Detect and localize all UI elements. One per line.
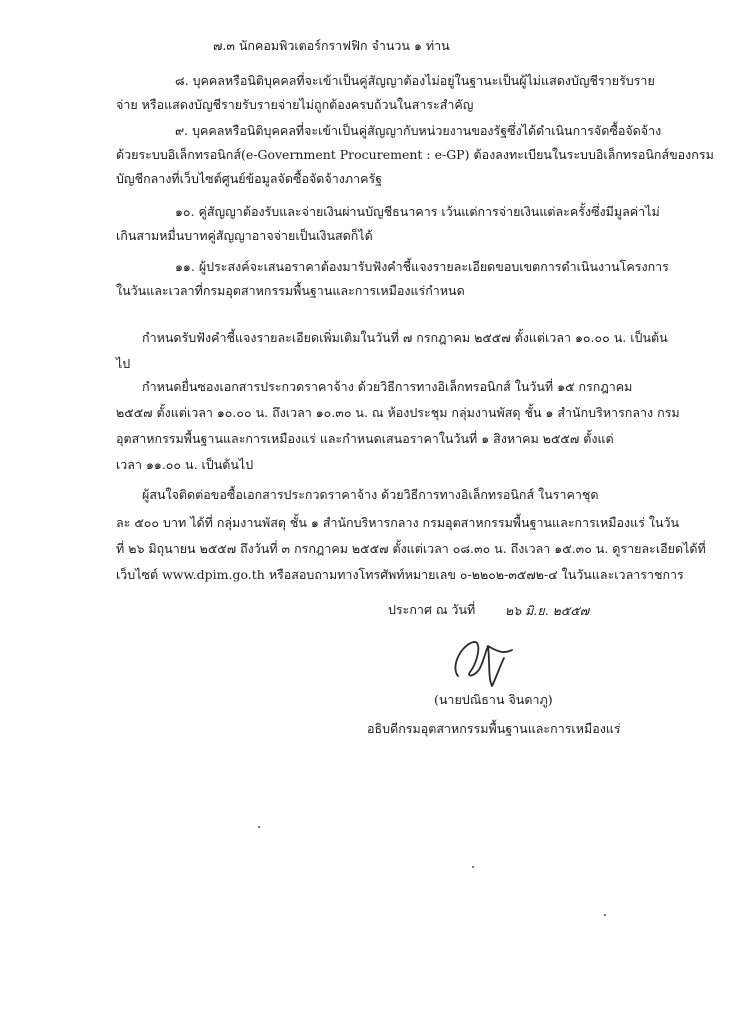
condition-8-line-1: ๘. บุคคลหรือนิติบุคคลที่จะเข้าเป็นคู่สัญญาต้องไม่อยู่ในฐานะเป็นผู้ไม่แสดงบัญชีรายรับราย — [175, 73, 655, 88]
condition-11-line-1: ๑๑. ผู้ประสงค์จะเสนอราคาต้องมารับฟังคำชี้แจงรายละเอียดขอบเขตการดำเนินงานโครงการ — [175, 259, 669, 274]
purchase-line-3: ที่ ๒๖ มิถุนายน ๒๕๕๗ ถึงวันที่ ๓ กรกฎาคม ๒๕๕๗ ตั้งแต่เวลา ๐๘.๓๐ น. ถึงเวลา ๑๕.๓๐ น. ดูรายละเอียดได้ที่ — [116, 541, 706, 556]
purchase-line-4: เว็บไซต์ www.dpim.go.th หรือสอบถามทางโทรศัพท์หมายเลข ๐-๒๒๐๒-๓๕๗๒-๔ ในวันและเวลาราชการ — [116, 567, 684, 582]
scan-speck — [472, 866, 474, 868]
announcement-date: ๒๖ มิ.ย. ๒๕๕๗ — [505, 603, 590, 618]
clarification-line-1: กำหนดรับฟังคำชี้แจงรายละเอียดเพิ่มเติมในวันที่ ๗ กรกฎาคม ๒๕๕๗ ตั้งแต่เวลา ๑๐.๐๐ น. เป็นต้น — [142, 330, 668, 345]
submission-line-1: กำหนดยื่นซองเอกสารประกวดราคาจ้าง ด้วยวิธีการทางอิเล็กทรอนิกส์ ในวันที่ ๑๕ กรกฎาคม — [142, 379, 633, 394]
condition-7-3-line-1: ๗.๓ นักคอมพิวเตอร์กราฟฟิก จำนวน ๑ ท่าน — [213, 38, 450, 53]
clarification-line-2: ไป — [116, 356, 131, 371]
scan-speck — [604, 914, 606, 916]
condition-8-line-2: จ่าย หรือแสดงบัญชีรายรับรายจ่ายไม่ถูกต้องครบถ้วนในสาระสำคัญ — [116, 97, 474, 112]
purchase-line-2: ละ ๕๐๐ บาท ได้ที่ กลุ่มงานพัสดุ ชั้น ๑ สำนักบริหารกลาง กรมอุตสาหกรรมพื้นฐานและการเหมืองแร่ ในวัน — [116, 515, 680, 530]
condition-11-line-2: ในวันและเวลาที่กรมอุตสาหกรรมพื้นฐานและการเหมืองแร่กำหนด — [116, 283, 465, 298]
condition-10-line-1: ๑๐. คู่สัญญาต้องรับและจ่ายเงินผ่านบัญชีธนาคาร เว้นแต่การจ่ายเงินแต่ละครั้งซึ่งมีมูลค่าไม่ — [175, 204, 660, 219]
signatory-name: (นายปณิธาน จินดาภู) — [434, 692, 553, 707]
scan-speck — [258, 826, 260, 828]
signatory-title: อธิบดีกรมอุตสาหกรรมพื้นฐานและการเหมืองแร่ — [367, 721, 621, 736]
signature-mark — [448, 632, 518, 692]
condition-9-line-1: ๙. บุคคลหรือนิติบุคคลที่จะเข้าเป็นคู่สัญญากับหน่วยงานของรัฐซึ่งได้ดำเนินการจัดซื้อจัดจ้าง — [175, 123, 662, 138]
submission-line-3: อุตสาหกรรมพื้นฐานและการเหมืองแร่ และกำหนดเสนอราคาในวันที่ ๑ สิงหาคม ๒๕๕๗ ตั้งแต่ — [116, 431, 614, 446]
condition-10-line-2: เกินสามหมื่นบาทคู่สัญญาอาจจ่ายเป็นเงินสดก็ได้ — [116, 228, 373, 243]
purchase-line-1: ผู้สนใจติดต่อขอซื้อเอกสารประกวดราคาจ้าง ด้วยวิธีการทางอิเล็กทรอนิกส์ ในราคาชุด — [142, 487, 599, 502]
submission-line-4: เวลา ๑๑.๐๐ น. เป็นต้นไป — [116, 457, 254, 472]
condition-9-line-3: บัญชีกลางที่เว็บไซต์ศูนย์ข้อมูลจัดซื้อจัดจ้างภาครัฐ — [116, 171, 383, 186]
submission-line-2: ๒๕๕๗ ตั้งแต่เวลา ๑๐.๐๐ น. ถึงเวลา ๑๐.๓๐ น. ณ ห้องประชุม กลุ่มงานพัสดุ ชั้น ๑ สำนักบริหารกลาง กรม — [116, 405, 680, 420]
announcement-label: ประกาศ ณ วันที่ — [388, 602, 476, 617]
condition-9-line-2: ด้วยระบบอิเล็กทรอนิกส์(e-Government Procurement : e-GP) ต้องลงทะเบียนในระบบอิเล็กทรอนิกส์ของกรม — [116, 147, 714, 162]
